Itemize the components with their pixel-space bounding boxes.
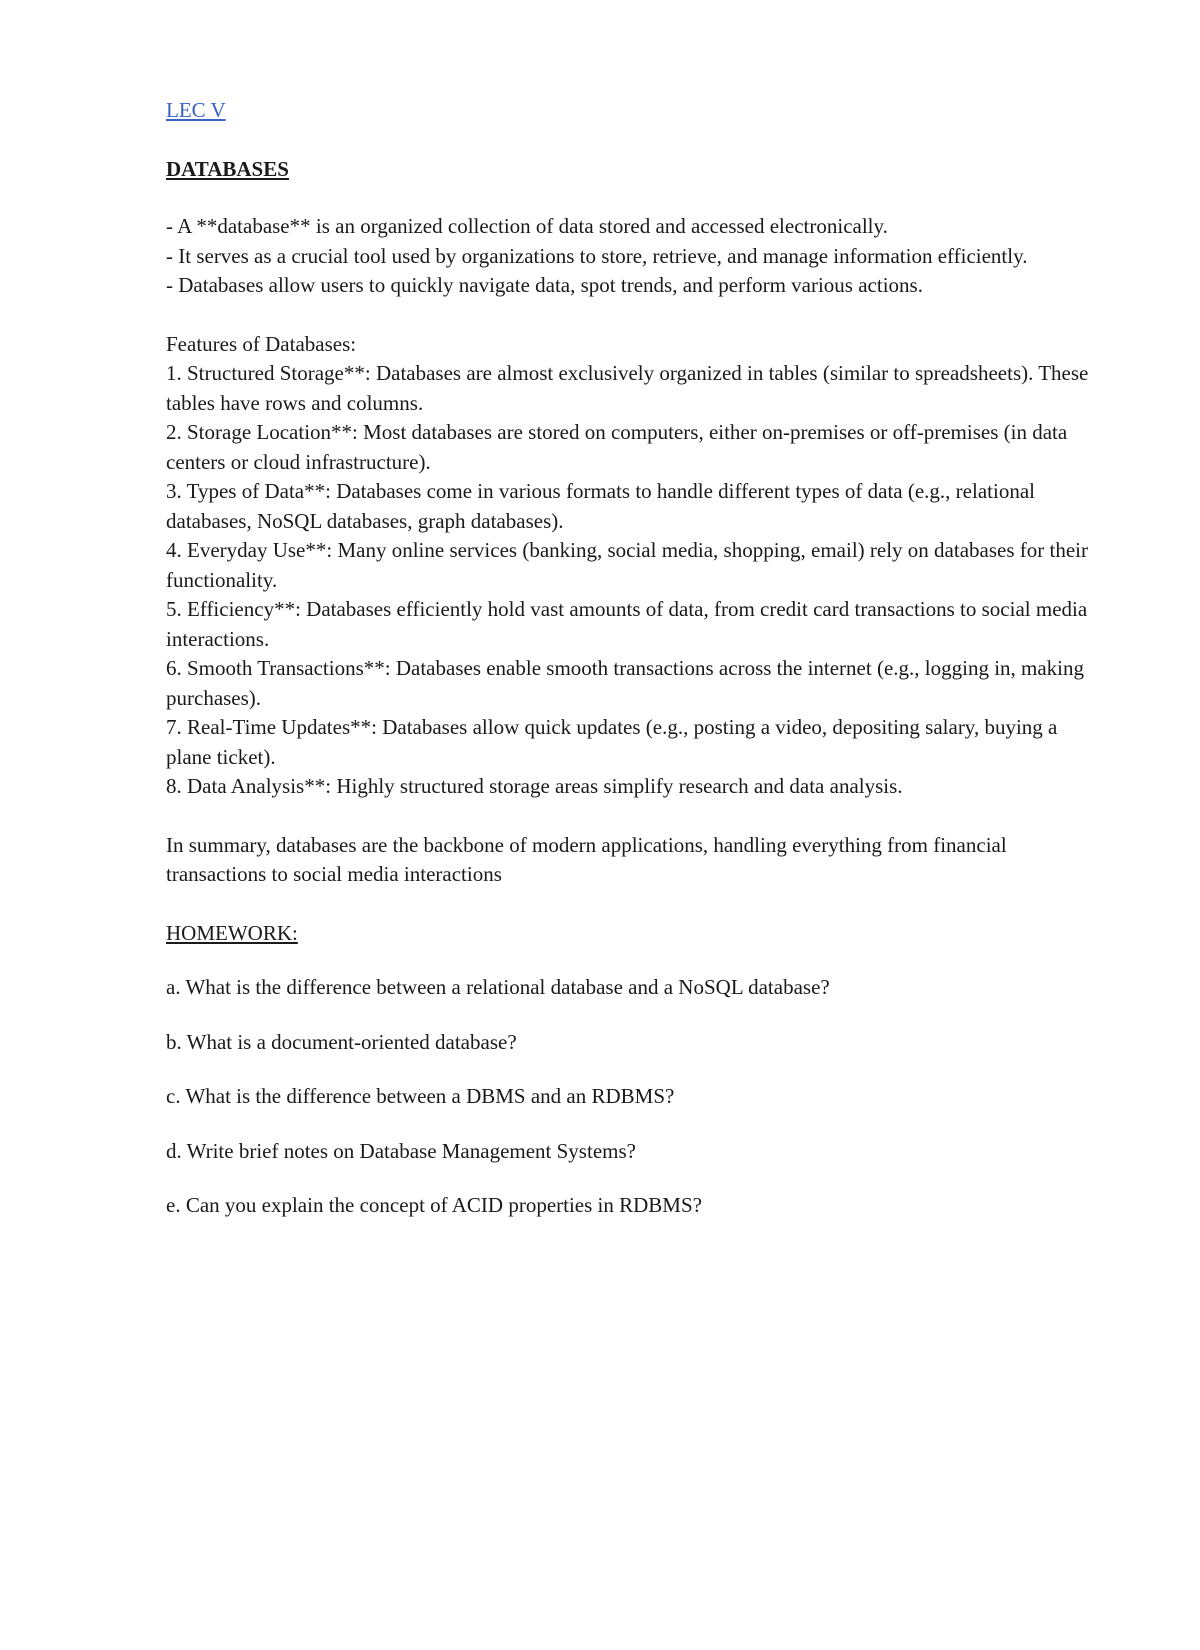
section-title: DATABASES <box>166 156 289 181</box>
lecture-link[interactable]: LEC V <box>166 98 226 122</box>
feature-item: 5. Efficiency**: Databases efficiently hold vast amounts of data, from credit card transactions to social media interactions. <box>166 597 1088 651</box>
homework-question: d. Write brief notes on Database Management Systems? <box>166 1138 636 1163</box>
summary-paragraph: In summary, databases are the backbone of modern applications, handling everything from financial transactions to social media interactions <box>166 832 1007 886</box>
document-page <box>166 96 1096 1246</box>
features-heading: Features of Databases: <box>166 331 357 356</box>
homework-title: HOMEWORK: <box>166 920 298 945</box>
intro-line: - Databases allow users to quickly navigate data, spot trends, and perform various actions. <box>166 273 923 297</box>
homework-question: b. What is a document-oriented database? <box>166 1029 517 1054</box>
homework-question: e. Can you explain the concept of ACID properties in RDBMS? <box>166 1193 702 1217</box>
feature-item: 2. Storage Location**: Most databases are stored on computers, either on-premises or off-premises (in data centers or cloud infrastructure). <box>166 420 1068 474</box>
feature-item: 6. Smooth Transactions**: Databases enable smooth transactions across the internet (e.g., logging in, making purchases). <box>166 656 1085 710</box>
feature-item: 4. Everyday Use**: Many online services (banking, social media, shopping, email) rely on databases for their functionality. <box>166 538 1088 592</box>
homework-questions <box>166 973 1096 1221</box>
intro-block <box>166 212 1096 301</box>
feature-item: 7. Real-Time Updates**: Databases allow quick updates (e.g., posting a video, depositing salary, buying a plane ticket). <box>166 715 1058 769</box>
homework-question: c. What is the difference between a DBMS and an RDBMS? <box>166 1084 675 1108</box>
feature-item: 1. Structured Storage**: Databases are almost exclusively organized in tables (similar to spreadsheets). These tables have rows and columns. <box>166 361 1089 415</box>
homework-question: a. What is the difference between a relational database and a NoSQL database? <box>166 975 830 999</box>
feature-item: 3. Types of Data**: Databases come in various formats to handle different types of data (e.g., relational databases, NoSQL databases, graph databases). <box>166 479 1035 533</box>
intro-line: - A **database** is an organized collection of data stored and accessed electronically. <box>166 214 888 238</box>
features-block <box>166 330 1096 802</box>
feature-item: 8. Data Analysis**: Highly structured storage areas simplify research and data analysis. <box>166 774 903 798</box>
intro-line: - It serves as a crucial tool used by organizations to store, retrieve, and manage information efficiently. <box>166 243 1028 268</box>
